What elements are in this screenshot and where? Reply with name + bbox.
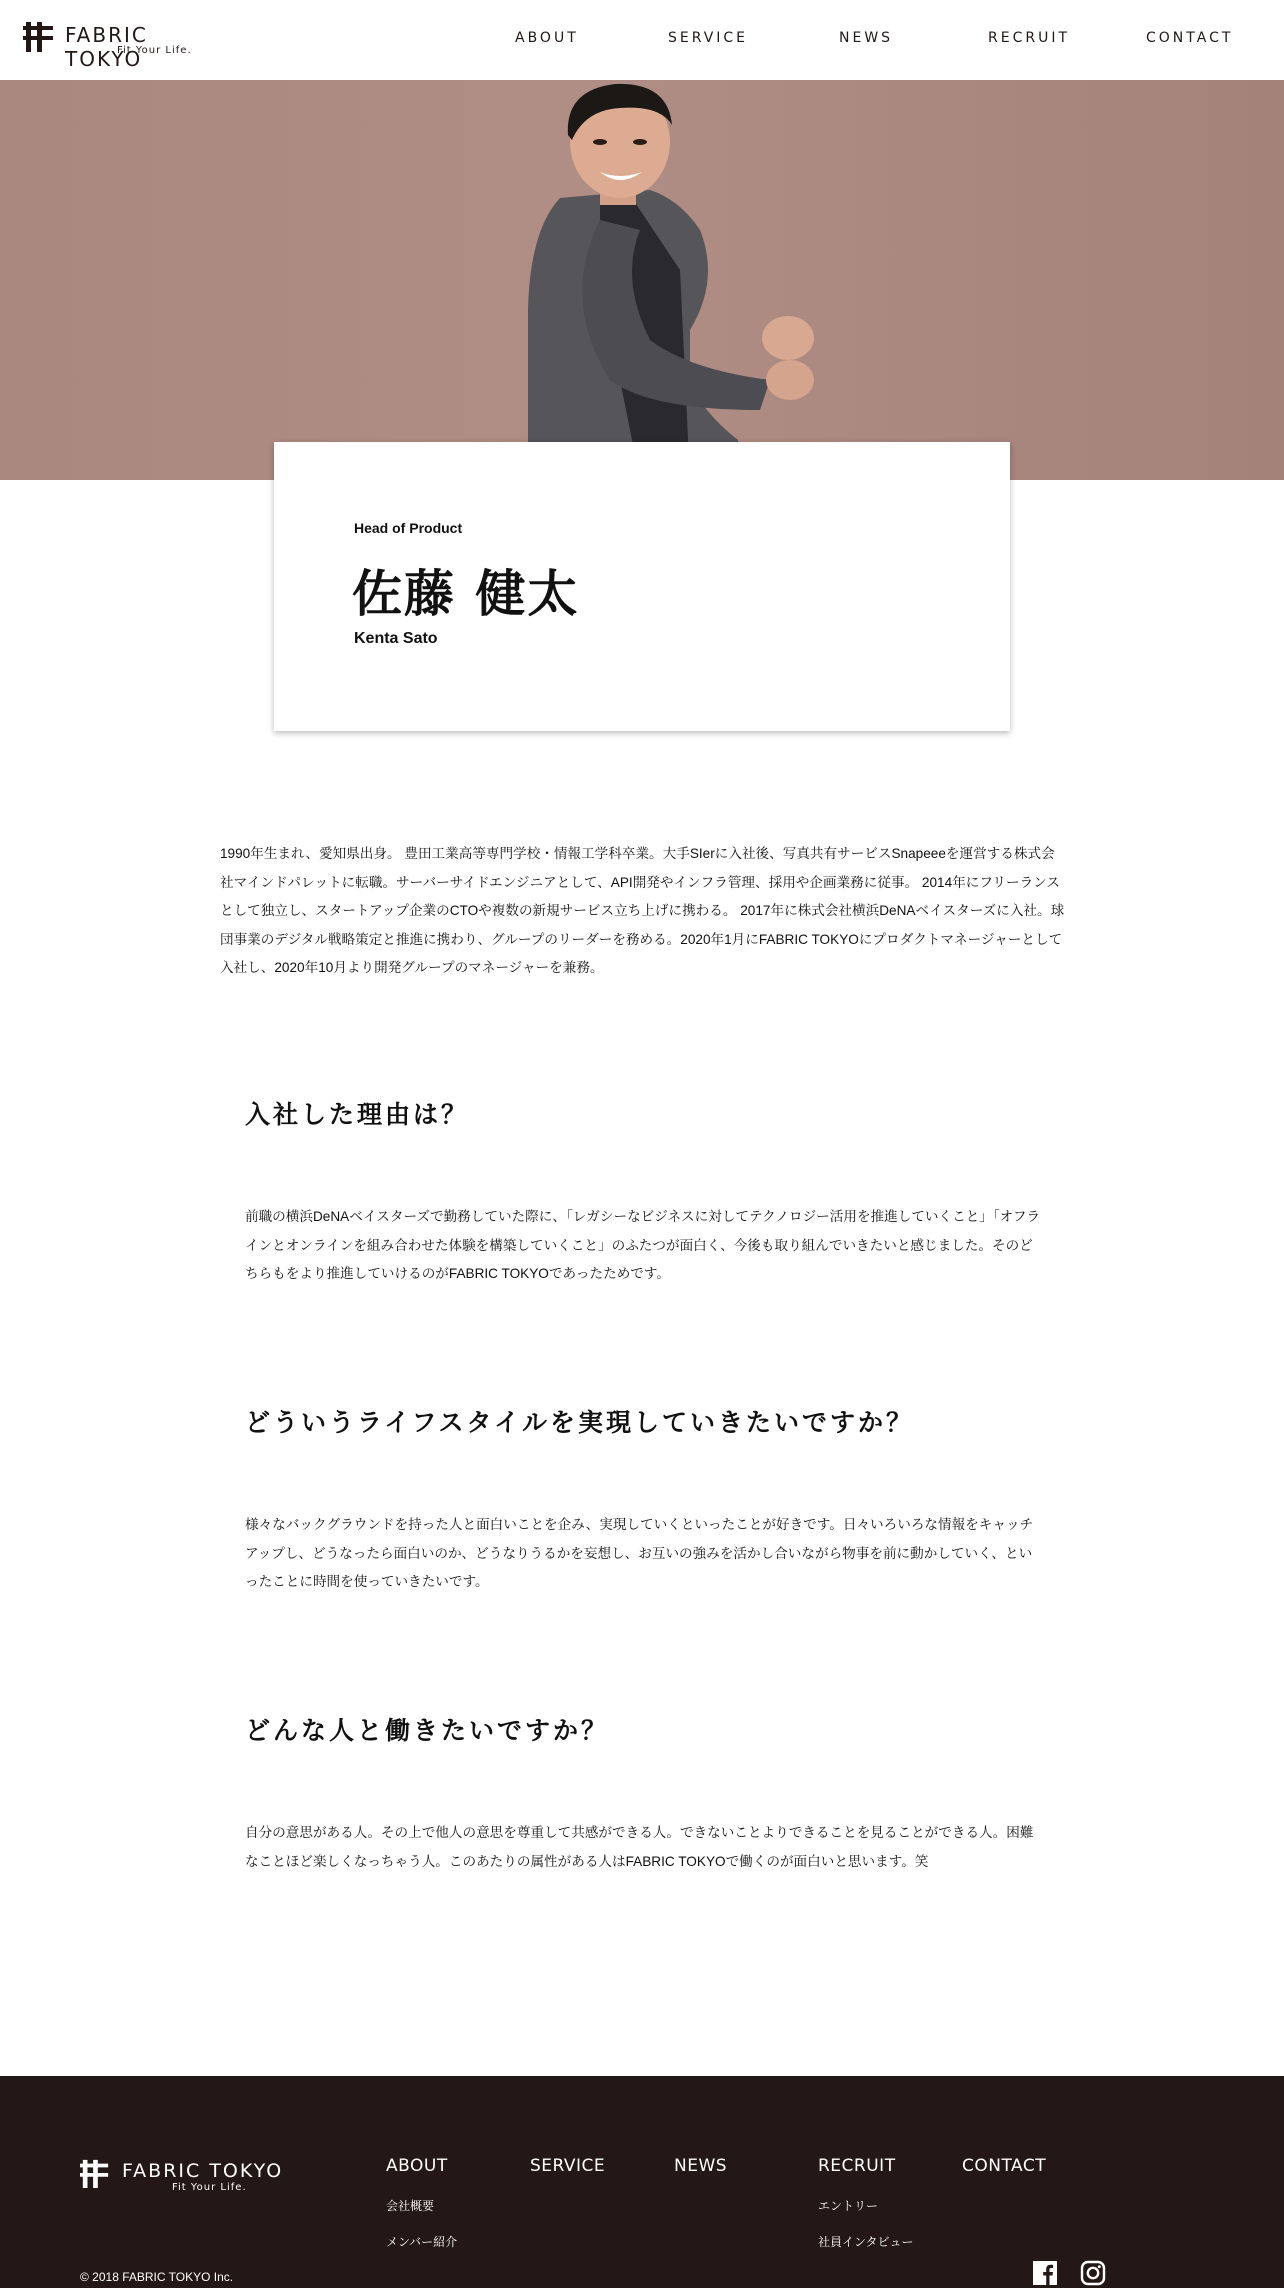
footer-nav-recruit[interactable]: RECRUIT [818,2156,896,2176]
nav-news[interactable]: NEWS [839,30,894,46]
footer-logo-text: FABRIC TOKYO [122,2160,284,2182]
nav-service[interactable]: SERVICE [668,30,749,46]
site-footer [0,2076,1284,2288]
nav-recruit[interactable]: RECRUIT [988,30,1071,46]
footer-nav-service[interactable]: SERVICE [530,2156,606,2176]
profile-bio: 1990年生まれ、愛知県出身。 豊田工業高等専門学校・情報工学科卒業。大手SIerに入社後、写真共有サービスSnapeeeを運営する株式会社マインドパレットに転職。サーバーサイドエンジニアとして、API開発やインフラ管理、採用や企画業務に従事。 2014年にフリーランスとして独立し、スタートアップ企業のCTOや複数の新規サービス立ち上げに携わる。 2017年に株式会社横浜DeNAベイスターズに入社。球団事業のデジタル戦略策定と推進に携わり、グループのリーダーを務める。2020年1月にFABRIC TOKYOにプロダクトマネージャーとして入社し、2020年10月より開発グループのマネージャーを兼務。 [220,846,1065,975]
question-1: 入社した理由は？ [245,1100,470,1129]
footer-link-interview[interactable]: 社員インタビュー [818,2235,914,2249]
footer-logo-mark-icon [80,2158,110,2188]
profile-role: Head of Product [354,520,463,536]
footer-link-company[interactable]: 会社概要 [386,2199,435,2213]
footer-nav-about[interactable]: ABOUT [386,2156,448,2176]
copyright: © 2018 FABRIC TOKYO Inc. [80,2270,234,2284]
site-header [0,0,1284,80]
person-illustration [0,80,1284,480]
footer-nav-news[interactable]: NEWS [674,2156,728,2176]
footer-logo-tagline: Fit Your Life. [172,2182,247,2193]
footer-logo[interactable] [80,2158,300,2194]
footer-link-members[interactable]: メンバー紹介 [386,2235,458,2249]
answer-1: 前職の横浜DeNAベイスターズで勤務していた際に、「レガシーなビジネスに対してテクノロジー活用を推進していくこと」「オフラインとオンラインを組み合わせた体験を構築していくこと」のふたつが面白く、今後も取り組んでいきたいと感じました。そのどちらもをより推進していけるのがFABRIC TOKYOであったためです。 [245,1209,1041,1281]
profile-card [274,442,1010,731]
logo-tagline: Fit Your Life. [117,45,192,56]
footer-link-entry[interactable]: エントリー [818,2199,879,2213]
question-3: どんな人と働きたいですか？ [245,1716,610,1745]
hero-photo [0,80,1284,480]
facebook-icon[interactable] [1032,2260,1058,2286]
profile-name-jp: 佐藤 健太 [352,565,580,623]
footer-nav-contact[interactable]: CONTACT [962,2156,1047,2176]
question-2: どういうライフスタイルを実現していきたいですか？ [245,1408,915,1437]
nav-contact[interactable]: CONTACT [1146,30,1234,46]
logo-text: FABRIC TOKYO [65,23,148,71]
instagram-icon[interactable] [1080,2260,1106,2286]
answer-2: 様々なバックグラウンドを持った人と面白いことを企み、実現していくといったことが好きです。日々いろいろな情報をキャッチアップし、どうなったら面白いのか、どうなりうるかを妄想し、お互いの強みを活かし合いながら物事を前に動かしていく、といったことに時間を使っていきたいです。 [245,1517,1034,1589]
main-nav [0,30,1284,50]
profile-name-en: Kenta Sato [354,630,438,647]
nav-about[interactable]: ABOUT [515,30,579,46]
answer-3: 自分の意思がある人。その上で他人の意思を尊重して共感ができる人。できないことよりできることを見ることができる人。困難なことほど楽しくなっちゃう人。このあたりの属性がある人はFABRIC TOKYOで働くのが面白いと思います。笑 [245,1825,1034,1869]
